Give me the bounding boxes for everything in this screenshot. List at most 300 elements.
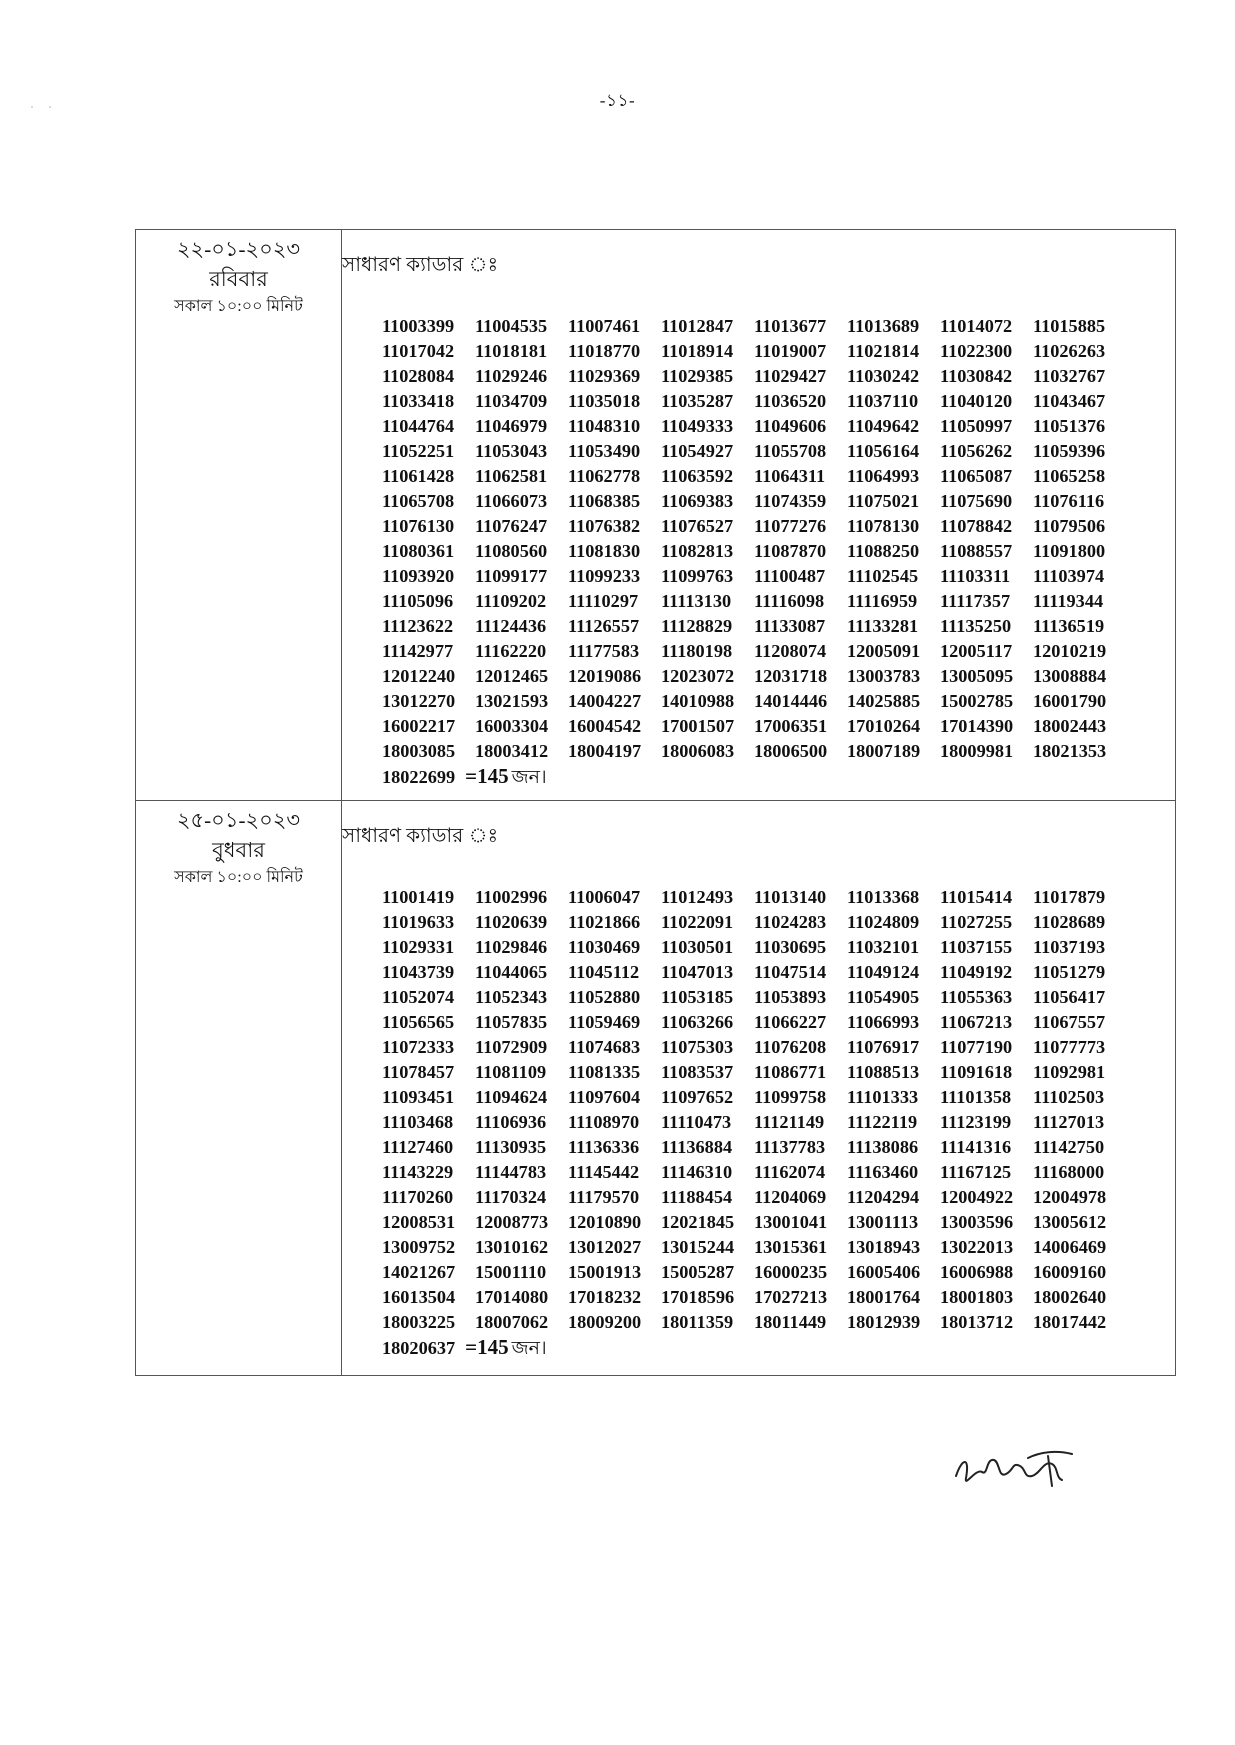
roll-number: 11123622 [382, 616, 454, 636]
roll-number: 11204294 [847, 1187, 920, 1207]
roll-number: 12005117 [940, 641, 1013, 661]
total-row [382, 764, 1175, 791]
roll-number: 11017042 [382, 341, 455, 361]
roll-number: 11059469 [568, 1012, 641, 1032]
roll-number: 11117357 [940, 591, 1011, 611]
roll-number: 11124436 [475, 616, 547, 636]
roll-number: 11072333 [382, 1037, 455, 1057]
roll-row [382, 664, 1175, 689]
roll-number: 14004227 [568, 691, 642, 711]
roll-number: 11001419 [382, 887, 455, 907]
roll-number: 12010219 [1033, 641, 1107, 661]
roll-number: 11015414 [940, 887, 1013, 907]
roll-number: 11049124 [847, 962, 920, 982]
roll-number: 11035287 [661, 391, 734, 411]
roll-number: 11077190 [940, 1037, 1013, 1057]
roll-number: 11113130 [661, 591, 732, 611]
roll-number: 11002996 [475, 887, 548, 907]
roll-number: 17010264 [847, 716, 921, 736]
roll-number: 11106936 [475, 1112, 547, 1132]
roll-number: 18002443 [1033, 716, 1107, 736]
roll-number: 11032101 [847, 937, 920, 957]
roll-number: 11075021 [847, 491, 920, 511]
roll-number: 11066227 [754, 1012, 827, 1032]
roll-number: 11137783 [754, 1137, 826, 1157]
roll-row [382, 539, 1175, 564]
roll-number: 11013689 [847, 316, 920, 336]
roll-number: 11099233 [568, 566, 641, 586]
roll-number: 11135250 [940, 616, 1012, 636]
roll-number: 11163460 [847, 1162, 919, 1182]
roll-number: 13022013 [940, 1237, 1014, 1257]
roll-number: 11022300 [940, 341, 1013, 361]
roll-number: 11110297 [568, 591, 639, 611]
roll-number: 11019633 [382, 912, 455, 932]
roll-list-cell [342, 230, 1176, 801]
roll-number: 11052343 [475, 987, 548, 1007]
roll-number: 13003596 [940, 1212, 1014, 1232]
roll-number: 11127013 [1033, 1112, 1105, 1132]
roll-number: 18003085 [382, 741, 456, 761]
roll-row [382, 464, 1175, 489]
roll-number: 11006047 [568, 887, 641, 907]
roll-number: 16003304 [475, 716, 549, 736]
roll-number: 11142977 [382, 641, 454, 661]
roll-number: 11075303 [661, 1037, 734, 1057]
roll-number: 11004535 [475, 316, 548, 336]
roll-number: 11177583 [568, 641, 640, 661]
roll-number: 11094624 [475, 1087, 548, 1107]
roll-number: 11076208 [754, 1037, 827, 1057]
roll-number: 14025885 [847, 691, 921, 711]
roll-number: 11018914 [661, 341, 734, 361]
roll-number: 17014080 [475, 1287, 549, 1307]
exam-day: রবিবার [209, 267, 268, 291]
roll-number: 11076116 [1033, 491, 1105, 511]
roll-number: 11054905 [847, 987, 920, 1007]
roll-number: 11065087 [940, 466, 1013, 486]
roll-row [382, 489, 1175, 514]
roll-number: 11101333 [847, 1087, 919, 1107]
roll-row [382, 589, 1175, 614]
roll-number: 11003399 [382, 316, 455, 336]
roll-number: 12010890 [568, 1212, 642, 1232]
roll-number: 11088513 [847, 1062, 920, 1082]
roll-number: 11086771 [754, 1062, 827, 1082]
roll-number: 11050997 [940, 416, 1013, 436]
roll-number: 18013712 [940, 1312, 1014, 1332]
roll-number: 11029385 [661, 366, 734, 386]
roll-number: 11136519 [1033, 616, 1105, 636]
roll-number: 11074683 [568, 1037, 641, 1057]
roll-number-list [382, 885, 1175, 1362]
roll-number: 11045112 [568, 962, 640, 982]
roll-number: 11126557 [568, 616, 640, 636]
roll-number: 11024809 [847, 912, 920, 932]
roll-number: 18011449 [754, 1312, 827, 1332]
roll-number: 18004197 [568, 741, 642, 761]
roll-number: 11082813 [661, 541, 734, 561]
roll-number: 11049642 [847, 416, 920, 436]
total-row [382, 1335, 1175, 1362]
roll-row [382, 910, 1175, 935]
roll-number: 11081335 [568, 1062, 641, 1082]
roll-number: 11100487 [754, 566, 826, 586]
roll-number: 16009160 [1033, 1262, 1107, 1282]
date-cell [136, 801, 342, 1376]
exam-date: ২৫-০১-২০২৩ [176, 808, 301, 832]
exam-day: বুধবার [212, 838, 265, 862]
roll-number: 11049192 [940, 962, 1013, 982]
roll-number: 11033418 [382, 391, 455, 411]
roll-number: 18003412 [475, 741, 549, 761]
roll-number: 11068385 [568, 491, 641, 511]
candidate-total: =145 [465, 764, 509, 788]
roll-number: 11018770 [568, 341, 641, 361]
roll-number: 11088250 [847, 541, 920, 561]
roll-number: 11087870 [754, 541, 827, 561]
roll-number: 11083537 [661, 1062, 734, 1082]
roll-number: 13008884 [1033, 666, 1107, 686]
roll-number: 11072909 [475, 1037, 548, 1057]
roll-number: 11019007 [754, 341, 827, 361]
roll-number: 13005095 [940, 666, 1014, 686]
roll-number: 11097652 [661, 1087, 734, 1107]
roll-number: 11056565 [382, 1012, 455, 1032]
roll-number: 11054927 [661, 441, 734, 461]
roll-number: 11053893 [754, 987, 827, 1007]
roll-number: 13021593 [475, 691, 549, 711]
roll-row [382, 1285, 1175, 1310]
roll-number: 11035018 [568, 391, 641, 411]
roll-number: 16000235 [754, 1262, 828, 1282]
roll-number: 11170260 [382, 1187, 454, 1207]
roll-number: 13001113 [847, 1212, 919, 1232]
roll-number: 11116959 [847, 591, 918, 611]
roll-number: 11053043 [475, 441, 548, 461]
roll-number: 11063592 [661, 466, 734, 486]
roll-number: 18007189 [847, 741, 921, 761]
roll-number: 11036520 [754, 391, 827, 411]
roll-row [382, 885, 1175, 910]
roll-number: 11069383 [661, 491, 734, 511]
roll-number: 11034709 [475, 391, 548, 411]
roll-number: 11030695 [754, 937, 827, 957]
roll-number: 11109202 [475, 591, 547, 611]
roll-list-cell [342, 801, 1176, 1376]
roll-number: 18009981 [940, 741, 1014, 761]
roll-number: 18011359 [661, 1312, 734, 1332]
roll-number: 12023072 [661, 666, 735, 686]
roll-number: 11026263 [1033, 341, 1106, 361]
cadre-heading: সাধারণ ক্যাডার ঃ [342, 825, 499, 847]
roll-number: 13010162 [475, 1237, 549, 1257]
roll-number: 14010988 [661, 691, 735, 711]
roll-number: 11051279 [1033, 962, 1106, 982]
roll-number: 11128829 [661, 616, 733, 636]
roll-number: 11099758 [754, 1087, 827, 1107]
roll-number: 17001507 [661, 716, 735, 736]
roll-number: 11013368 [847, 887, 920, 907]
roll-row [382, 339, 1175, 364]
roll-number: 11012493 [661, 887, 734, 907]
roll-number: 11108970 [568, 1112, 640, 1132]
roll-number: 14014446 [754, 691, 828, 711]
roll-number: 11122119 [847, 1112, 918, 1132]
roll-number: 11051376 [1033, 416, 1106, 436]
roll-number: 12031718 [754, 666, 828, 686]
roll-row [382, 1185, 1175, 1210]
roll-number: 11146310 [661, 1162, 733, 1182]
roll-number: 11057835 [475, 1012, 548, 1032]
roll-number: 11091618 [940, 1062, 1013, 1082]
roll-number: 12008773 [475, 1212, 549, 1232]
roll-row [382, 689, 1175, 714]
roll-number: 11093920 [382, 566, 455, 586]
roll-number: 11080560 [475, 541, 548, 561]
roll-number: 17018232 [568, 1287, 642, 1307]
roll-number: 11053490 [568, 441, 641, 461]
roll-number: 16005406 [847, 1262, 921, 1282]
roll-number: 11067557 [1033, 1012, 1106, 1032]
roll-number: 11092981 [1033, 1062, 1106, 1082]
roll-number: 12019086 [568, 666, 642, 686]
roll-number: 11093451 [382, 1087, 455, 1107]
roll-number: 11076130 [382, 516, 455, 536]
roll-number: 11017879 [1033, 887, 1106, 907]
exam-time: সকাল ১০:০০ মিনিট [174, 298, 303, 315]
roll-number: 11063266 [661, 1012, 734, 1032]
roll-number: 15001913 [568, 1262, 642, 1282]
candidate-total: =145 [465, 1335, 509, 1359]
roll-number: 12005091 [847, 641, 921, 661]
roll-number-list [382, 314, 1175, 791]
roll-number: 11055708 [754, 441, 827, 461]
roll-number: 11032767 [1033, 366, 1106, 386]
roll-row [382, 1085, 1175, 1110]
roll-row [382, 1110, 1175, 1135]
roll-number: 11013677 [754, 316, 827, 336]
roll-number: 11049606 [754, 416, 827, 436]
roll-number: 11142750 [1033, 1137, 1105, 1157]
roll-number: 11053185 [661, 987, 734, 1007]
roll-number: 11167125 [940, 1162, 1012, 1182]
roll-row [382, 564, 1175, 589]
roll-number: 11021866 [568, 912, 641, 932]
roll-number: 11044764 [382, 416, 455, 436]
roll-row [382, 514, 1175, 539]
roll-row [382, 1010, 1175, 1035]
roll-number: 11056262 [940, 441, 1013, 461]
roll-number: 11188454 [661, 1187, 733, 1207]
roll-number: 18012939 [847, 1312, 921, 1332]
roll-number: 11049333 [661, 416, 734, 436]
roll-number: 17018596 [661, 1287, 735, 1307]
roll-row [382, 639, 1175, 664]
roll-row [382, 739, 1175, 764]
roll-row [382, 1260, 1175, 1285]
roll-number: 11029846 [475, 937, 548, 957]
roll-number: 16002217 [382, 716, 456, 736]
schedule-row [136, 801, 1176, 1376]
roll-row [382, 1235, 1175, 1260]
roll-number: 18009200 [568, 1312, 642, 1332]
roll-number: 14006469 [1033, 1237, 1107, 1257]
roll-number: 11062581 [475, 466, 548, 486]
signature [948, 1438, 1078, 1498]
roll-number: 11102503 [1033, 1087, 1105, 1107]
roll-number: 11056164 [847, 441, 920, 461]
roll-number: 11091800 [1033, 541, 1106, 561]
roll-number: 13009752 [382, 1237, 456, 1257]
roll-number: 13005612 [1033, 1212, 1107, 1232]
roll-number: 11103311 [940, 566, 1011, 586]
date-cell [136, 230, 342, 801]
roll-row [382, 364, 1175, 389]
roll-number: 11162074 [754, 1162, 826, 1182]
roll-number: 11208074 [754, 641, 827, 661]
roll-number: 11101358 [940, 1087, 1012, 1107]
total-unit: জন। [511, 767, 547, 788]
roll-row [382, 1210, 1175, 1235]
roll-number: 11043467 [1033, 391, 1106, 411]
roll-number: 11133281 [847, 616, 919, 636]
roll-row [382, 960, 1175, 985]
roll-number: 11030501 [661, 937, 734, 957]
roll-number: 11013140 [754, 887, 827, 907]
roll-number: 11047013 [661, 962, 734, 982]
roll-number: 11047514 [754, 962, 827, 982]
roll-number: 17027213 [754, 1287, 828, 1307]
roll-number: 11204069 [754, 1187, 827, 1207]
roll-number: 11116098 [754, 591, 825, 611]
roll-number: 11180198 [661, 641, 733, 661]
roll-number: 18020637 [382, 1338, 456, 1358]
roll-number: 18022699 [382, 767, 456, 787]
roll-number: 11027255 [940, 912, 1013, 932]
roll-number: 11020639 [475, 912, 548, 932]
roll-number: 11077276 [754, 516, 827, 536]
roll-number: 11076247 [475, 516, 548, 536]
roll-number: 11077773 [1033, 1037, 1106, 1057]
roll-row [382, 414, 1175, 439]
roll-number: 18007062 [475, 1312, 549, 1332]
roll-number: 11168000 [1033, 1162, 1105, 1182]
roll-number: 11062778 [568, 466, 641, 486]
roll-number: 11065708 [382, 491, 455, 511]
roll-row [382, 714, 1175, 739]
roll-number: 11102545 [847, 566, 919, 586]
roll-number: 13015361 [754, 1237, 828, 1257]
roll-number: 14021267 [382, 1262, 456, 1282]
roll-row [382, 389, 1175, 414]
exam-schedule-table [135, 229, 1176, 1376]
roll-number: 11123199 [940, 1112, 1012, 1132]
roll-number: 11136336 [568, 1137, 640, 1157]
roll-number: 11076917 [847, 1037, 920, 1057]
roll-number: 11136884 [661, 1137, 733, 1157]
roll-number: 11076527 [661, 516, 734, 536]
roll-row [382, 1310, 1175, 1335]
roll-number: 11081830 [568, 541, 641, 561]
roll-number: 11028689 [1033, 912, 1106, 932]
roll-number: 11012847 [661, 316, 734, 336]
roll-row [382, 1060, 1175, 1085]
roll-number: 11145442 [568, 1162, 640, 1182]
roll-number: 11130935 [475, 1137, 547, 1157]
roll-row [382, 985, 1175, 1010]
roll-number: 12008531 [382, 1212, 456, 1232]
roll-number: 12012465 [475, 666, 549, 686]
roll-number: 13012027 [568, 1237, 642, 1257]
roll-number: 11066073 [475, 491, 548, 511]
roll-number: 11055363 [940, 987, 1013, 1007]
roll-number: 13018943 [847, 1237, 921, 1257]
roll-number: 11064311 [754, 466, 826, 486]
roll-number: 18006500 [754, 741, 828, 761]
roll-number: 11080361 [382, 541, 455, 561]
roll-number: 11018181 [475, 341, 548, 361]
roll-number: 12004978 [1033, 1187, 1107, 1207]
roll-number: 11064993 [847, 466, 920, 486]
roll-number: 18001764 [847, 1287, 921, 1307]
roll-number: 11078842 [940, 516, 1013, 536]
roll-number: 13001041 [754, 1212, 828, 1232]
roll-row [382, 1135, 1175, 1160]
roll-number: 11133087 [754, 616, 826, 636]
roll-number: 11121149 [754, 1112, 825, 1132]
roll-number: 11030842 [940, 366, 1013, 386]
roll-number: 11170324 [475, 1187, 547, 1207]
roll-number: 11029369 [568, 366, 641, 386]
roll-number: 11088557 [940, 541, 1013, 561]
page-number: -১১- [599, 91, 636, 110]
exam-date: ২২-০১-২০২৩ [176, 237, 301, 261]
roll-row [382, 1160, 1175, 1185]
roll-number: 11066993 [847, 1012, 920, 1032]
roll-number: 11074359 [754, 491, 827, 511]
roll-number: 13012270 [382, 691, 456, 711]
roll-number: 11127460 [382, 1137, 454, 1157]
roll-number: 12012240 [382, 666, 456, 686]
roll-number: 18021353 [1033, 741, 1107, 761]
roll-number: 11024283 [754, 912, 827, 932]
roll-number: 16013504 [382, 1287, 456, 1307]
roll-number: 11056417 [1033, 987, 1106, 1007]
roll-row [382, 935, 1175, 960]
roll-number: 11110473 [661, 1112, 732, 1132]
roll-number: 11061428 [382, 466, 455, 486]
roll-number: 11044065 [475, 962, 548, 982]
roll-number: 17006351 [754, 716, 828, 736]
roll-number: 11015885 [1033, 316, 1106, 336]
roll-row [382, 314, 1175, 339]
roll-number: 11144783 [475, 1162, 547, 1182]
roll-number: 11030242 [847, 366, 920, 386]
roll-number: 11078457 [382, 1062, 455, 1082]
roll-number: 11046979 [475, 416, 548, 436]
roll-number: 11052074 [382, 987, 455, 1007]
roll-number: 18017442 [1033, 1312, 1107, 1332]
roll-number: 11030469 [568, 937, 641, 957]
roll-number: 11103468 [382, 1112, 454, 1132]
roll-number: 11143229 [382, 1162, 454, 1182]
roll-number: 12021845 [661, 1212, 735, 1232]
roll-number: 11021814 [847, 341, 920, 361]
cadre-heading: সাধারণ ক্যাডার ঃ [342, 254, 499, 276]
roll-number: 11052880 [568, 987, 641, 1007]
roll-number: 15001110 [475, 1262, 547, 1282]
